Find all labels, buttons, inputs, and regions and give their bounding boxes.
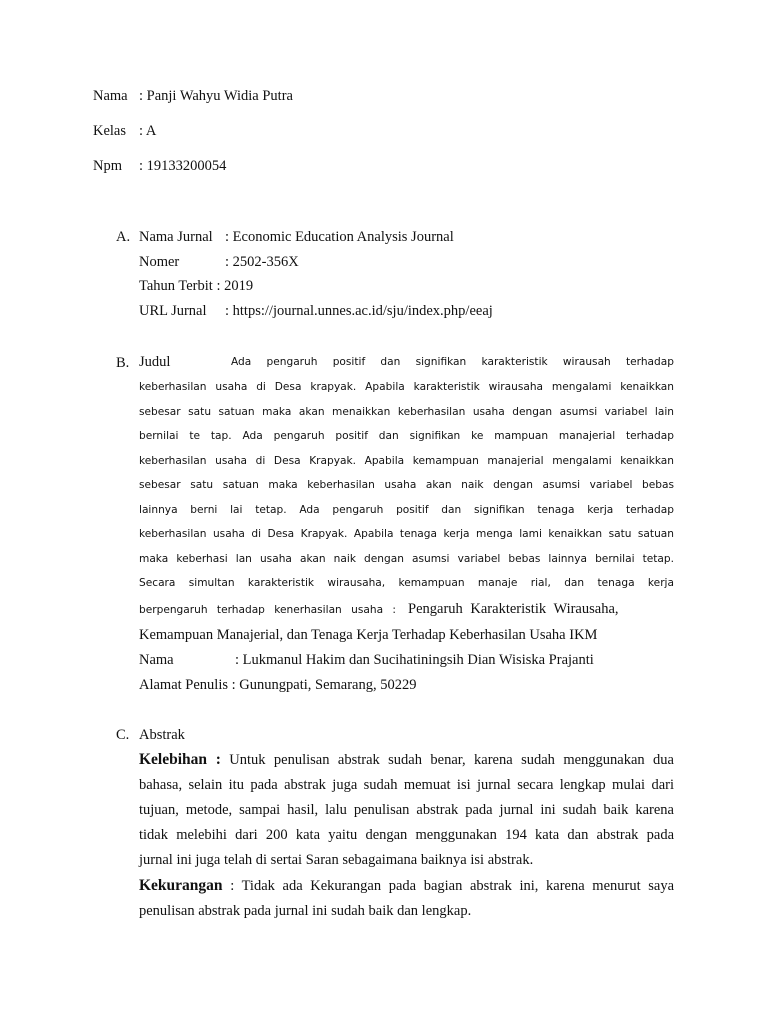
- author-address: [139, 676, 674, 694]
- body-line: sebesar satu satuan maka keberhasilan usaha akan naik dengan asumsi variabel bebas: [139, 479, 674, 491]
- section-a-row-value: : https://journal.unnes.ac.id/sju/index.php/eeaj: [225, 303, 493, 319]
- kelebihan-line: tidak melebihi dari 200 kata yaitu dengan menggunakan 194 kata dan abstrak pada: [139, 827, 674, 843]
- section-c-heading: Abstrak: [139, 727, 185, 743]
- identity-npm: [93, 157, 226, 175]
- section-a-row-value: : Economic Education Analysis Journal: [225, 229, 454, 245]
- author-address-value: : Gunungpati, Semarang, 50229: [231, 677, 417, 693]
- identity-nama-label: Nama: [93, 88, 128, 104]
- section-a-row: [139, 253, 299, 271]
- judul-label: Judul: [139, 354, 171, 370]
- identity-npm-value: : 19133200054: [139, 158, 227, 174]
- kelebihan-line: bahasa, selain itu pada abstrak juga sudah memuat isi jurnal secara lengkap mulai dari: [139, 777, 674, 793]
- body-line: Secara simultan karakteristik wirausaha, kemampuan manaje rial, dan tenaga kerja: [139, 577, 674, 589]
- identity-npm-label: Npm: [93, 158, 122, 174]
- body-line: maka keberhasi lan usaha akan naik dengan asumsi variabel bebas lainnya bernilai tetap.: [139, 553, 674, 565]
- body-line-mixed: [139, 600, 674, 620]
- section-a-row-label: Nomer: [139, 254, 180, 270]
- kelebihan-line: tujuan, metode, sampai hasil, lalu penulisan abstrak pada jurnal ini sudah baik karena: [139, 802, 674, 818]
- body-line: sebesar satu satuan maka akan menaikkan keberhasilan usaha dengan asumsi variabel lain: [139, 406, 674, 418]
- kekurangan-text: : Tidak ada Kekurangan pada bagian abstrak ini, karena menurut saya: [230, 878, 674, 894]
- judul-title-start: Pengaruh Karakteristik Wirausaha,: [408, 601, 619, 617]
- body-line: Ada pengaruh positif dan signifikan karakteristik wirausah terhadap: [231, 356, 674, 368]
- kekurangan-line: [139, 877, 674, 895]
- body-line-sans-part: berpengaruh terhadap kenerhasilan usaha :: [139, 604, 397, 616]
- body-line: keberhasilan usaha di Desa krapyak. Apabila karakteristik wirausaha mengalami kenaikkan: [139, 381, 674, 393]
- author-names-label: Nama: [139, 652, 174, 668]
- judul-title-cont: Kemampuan Manajerial, dan Tenaga Kerja Terhadap Keberhasilan Usaha IKM: [139, 627, 598, 643]
- section-a-row: [139, 228, 454, 246]
- section-a-marker: A.: [116, 229, 131, 245]
- author-names-value: : Lukmanul Hakim dan Sucihatiningsih Dian Wisiska Prajanti: [235, 652, 594, 668]
- section-a-row: [139, 302, 493, 320]
- author-names: [139, 651, 674, 669]
- kekurangan-line: penulisan abstrak pada jurnal ini sudah baik dan lengkap.: [139, 903, 472, 919]
- identity-kelas-label: Kelas: [93, 123, 127, 139]
- identity-nama-value: : Panji Wahyu Widia Putra: [139, 88, 293, 104]
- section-c-marker: C.: [116, 727, 130, 743]
- section-a-row: [139, 277, 253, 295]
- kekurangan-label: Kekurangan: [139, 877, 223, 894]
- section-b-first-line: [139, 353, 674, 373]
- body-line: keberhasilan usaha di Desa Krapyak. Apabila kemampuan manajerial mengalami kenaikkan: [139, 455, 674, 467]
- identity-nama: [93, 87, 293, 105]
- kelebihan-line: [139, 751, 674, 769]
- section-a-row-value: : 2019: [216, 278, 254, 294]
- kelebihan-line: jurnal ini juga telah di sertai Saran sebagaimana baiknya isi abstrak.: [139, 852, 534, 868]
- section-a-row-value: : 2502-356X: [225, 254, 299, 270]
- section-a-row-label: Nama Jurnal: [139, 229, 213, 245]
- kelebihan-label: Kelebihan :: [139, 751, 221, 768]
- body-line: keberhasilan usaha di Desa Krapyak. Apabila tenaga kerja menga lami kenaikkan satu satuan: [139, 528, 674, 540]
- body-line: bernilai te tap. Ada pengaruh positif dan signifikan ke mampuan manajerial terhadap: [139, 430, 674, 442]
- identity-kelas: [93, 122, 156, 140]
- section-b-marker: B.: [116, 355, 130, 371]
- section-a-row-label: Tahun Terbit: [139, 278, 213, 294]
- kelebihan-text: Untuk penulisan abstrak sudah benar, karena sudah menggunakan dua: [229, 752, 674, 768]
- identity-kelas-value: : A: [139, 123, 157, 139]
- section-a-row-label: URL Jurnal: [139, 303, 207, 319]
- body-line: lainnya berni lai tetap. Ada pengaruh positif dan signifikan tenaga kerja terhadap: [139, 504, 674, 516]
- author-address-label: Alamat Penulis: [139, 677, 229, 693]
